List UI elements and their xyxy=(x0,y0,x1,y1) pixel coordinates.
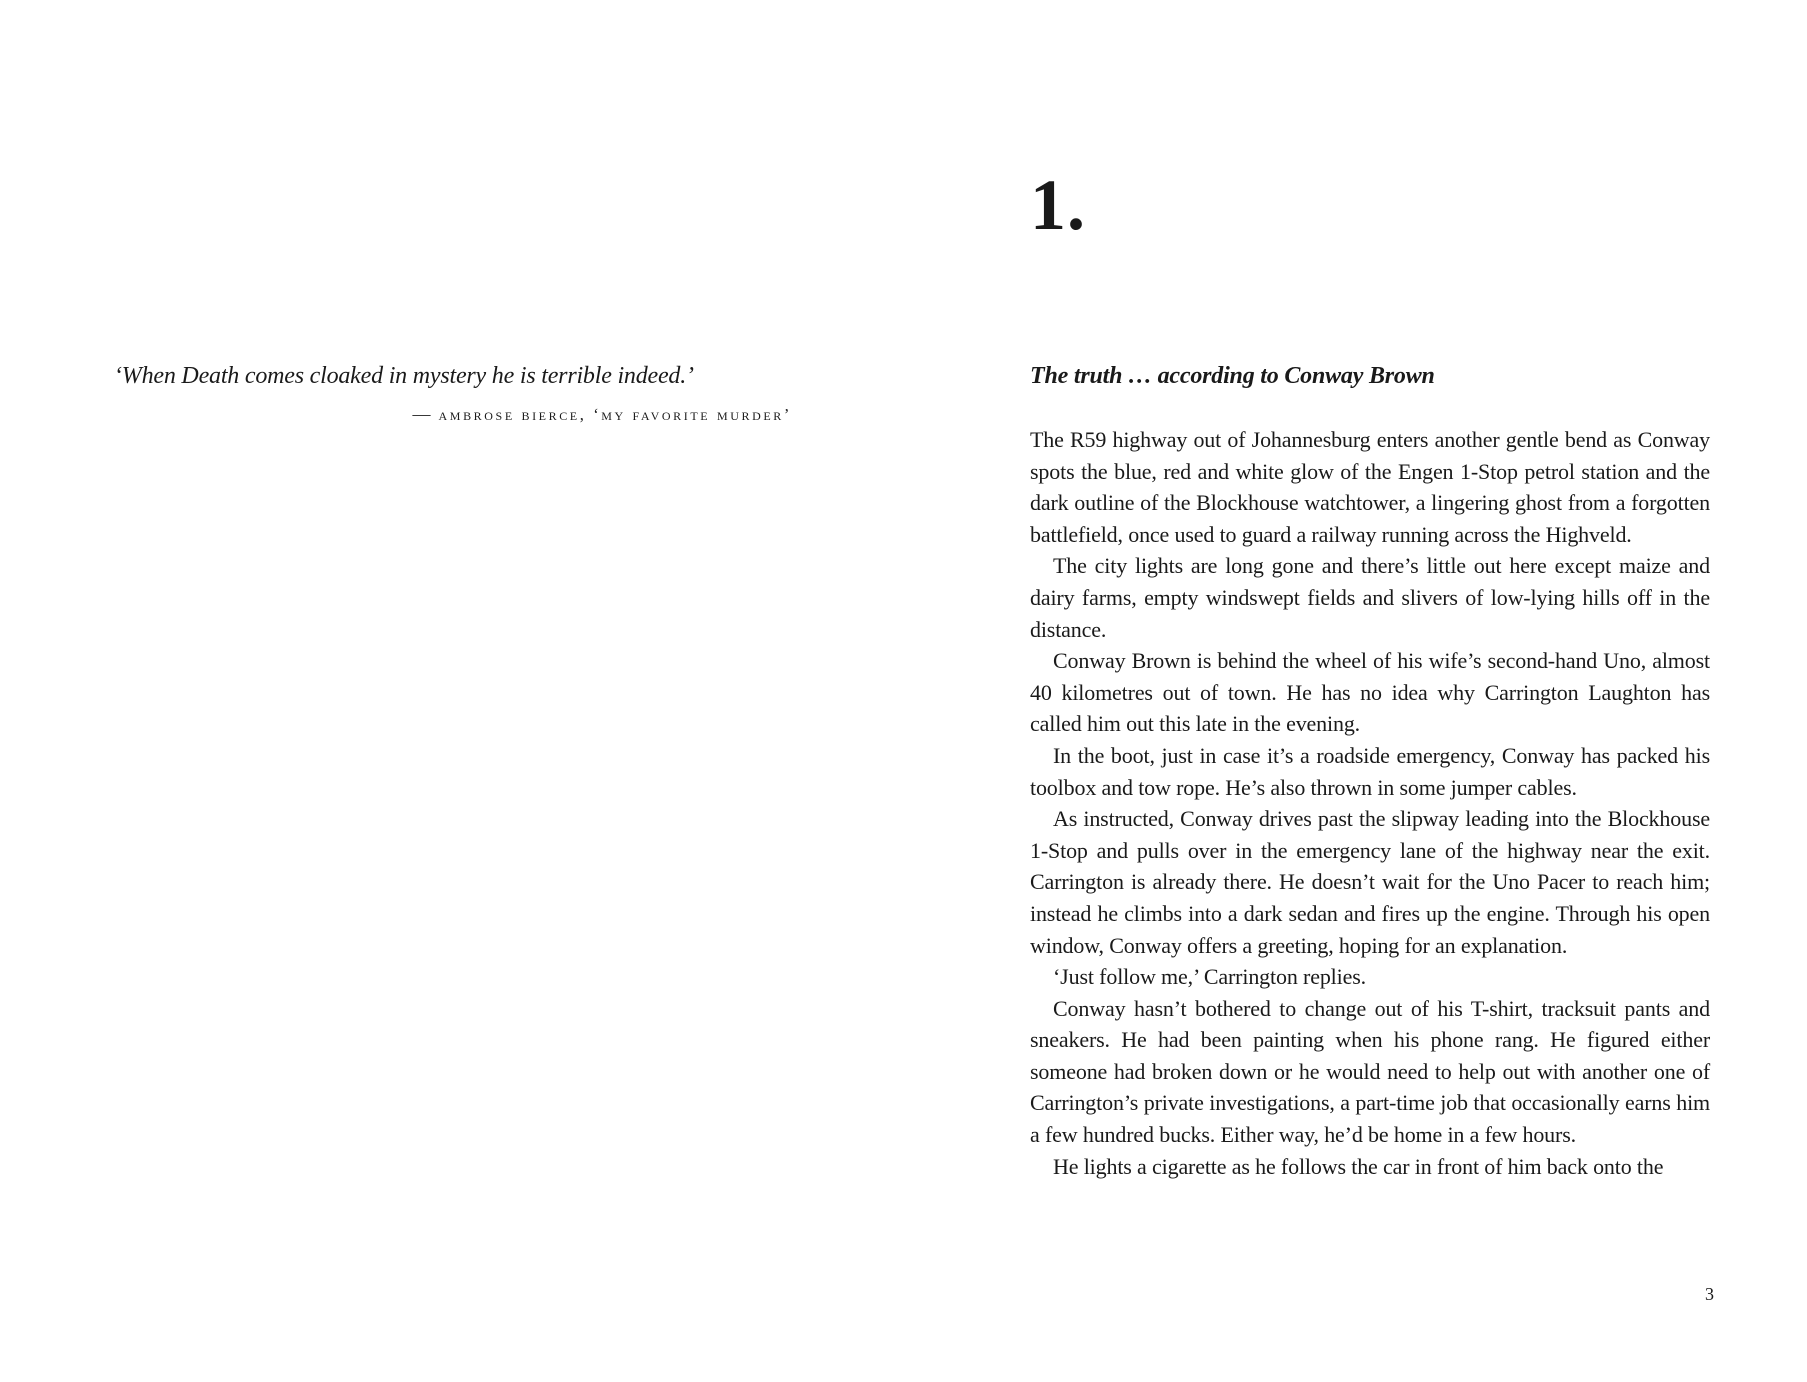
body-paragraph: In the boot, just in case it’s a roadside emergency, Conway has packed his toolbox and tow rope. He’s also thrown in some jumper cables. xyxy=(1030,742,1710,800)
body-paragraph: As instructed, Conway drives past the slipway leading into the Blockhouse 1-Stop and pulls over in the emergency lane of the highway near the exit. Carrington is already there. He doesn’t wait for the Uno Pacer to reach him; instead he climbs into a dark sedan and fires up the engine. Through his open window, Conway offers a greeting, hoping for an explanation. xyxy=(1030,806,1710,958)
body-paragraph: Conway hasn’t bothered to change out of his T-shirt, tracksuit pants and sneakers. He had been painting when his phone rang. He figured either someone had broken down or he would need to help out with another one of Carrington’s private investigations, a part-time job that occasionally earns him a few hundred bucks. Either way, he’d be home in a few hours. xyxy=(1030,995,1710,1148)
epigraph-attribution: ambrose bierce, ‘my favorite murder’ xyxy=(438,405,792,424)
body-paragraph: Conway Brown is behind the wheel of his wife’s second-hand Uno, almost 40 kilometres out of town. He has no idea why Carrington Laughton has called him out this late in the evening. xyxy=(1030,648,1710,737)
left-page xyxy=(0,0,900,1382)
epigraph-attribution-line xyxy=(114,402,794,427)
epigraph-quote: ‘When Death comes cloaked in mystery he is terrible indeed.’ xyxy=(114,363,694,389)
epigraph xyxy=(114,360,794,427)
chapter-subtitle: The truth … according to Conway Brown xyxy=(1030,363,1435,389)
body-paragraph: He lights a cigarette as he follows the car in front of him back onto the xyxy=(1053,1153,1664,1179)
body-paragraph: The city lights are long gone and there’s little out here except maize and dairy farms, empty windswept fields and slivers of low-lying hills off in the distance. xyxy=(1030,553,1710,642)
body-paragraph: ‘Just follow me,’ Carrington replies. xyxy=(1053,964,1366,990)
body-paragraph: The R59 highway out of Johannesburg enters another gentle bend as Conway spots the blue, red and white glow of the Engen 1-Stop petrol station and the dark outline of the Blockhouse watchtower, a lingering ghost from a forgotten battlefield, once used to guard a railway running across the Highveld. xyxy=(1030,427,1710,547)
page-number: 3 xyxy=(1705,1284,1714,1304)
right-page xyxy=(1030,0,1714,1382)
em-dash: — xyxy=(412,404,431,424)
chapter-number: 1. xyxy=(1030,165,1086,245)
chapter-body xyxy=(1030,424,1710,1182)
